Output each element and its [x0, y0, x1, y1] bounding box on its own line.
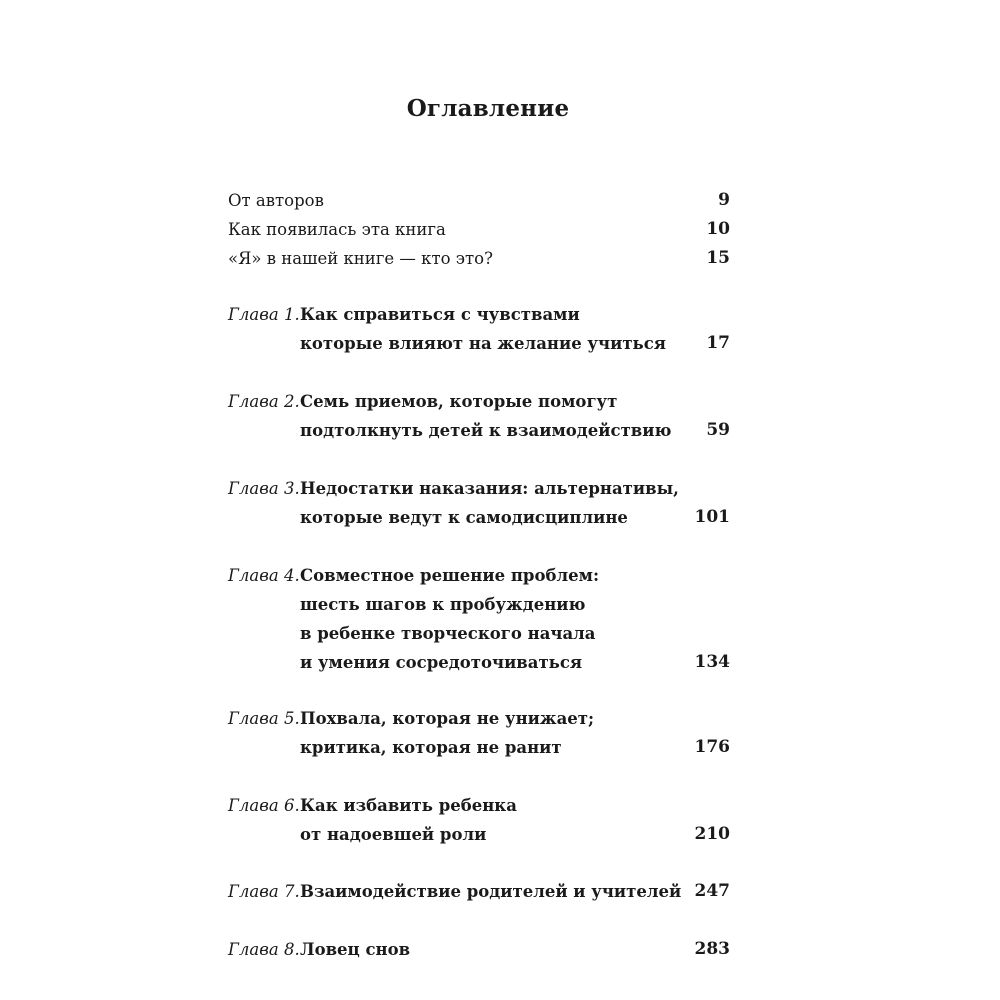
toc-entry-who-is-i[interactable]	[228, 244, 730, 273]
toc-chapter-1[interactable]	[228, 300, 730, 358]
chapter-prefix: Глава 8.	[228, 940, 300, 959]
chapter-title-line: Как справиться с чувствами	[300, 305, 580, 324]
chapter-page: 134	[694, 652, 730, 672]
toc-entry-from-authors[interactable]	[228, 186, 730, 215]
chapter-prefix: Глава 7.	[228, 882, 300, 901]
chapter-title-line: Совместное решение проблем:	[300, 566, 600, 585]
chapter-page: 176	[694, 737, 730, 757]
toc-entry-page: 9	[718, 190, 730, 210]
chapter-prefix: Глава 1.	[228, 305, 300, 324]
toc-entry-page: 15	[706, 248, 730, 268]
chapter-title-line: от надоевшей роли	[300, 825, 487, 844]
chapter-title-line: шесть шагов к пробуждению	[300, 595, 586, 614]
toc-entry-label: От авторов	[228, 191, 324, 210]
toc-chapter-5[interactable]	[228, 704, 730, 762]
toc-chapter-8[interactable]	[228, 935, 730, 964]
chapter-title-line: критика, которая не ранит	[300, 738, 562, 757]
toc-entry-page: 10	[706, 219, 730, 239]
chapter-title-line: подтолкнуть детей к взаимодействию	[300, 421, 672, 440]
chapter-title-line: Ловец снов	[300, 940, 411, 959]
toc-chapter-7[interactable]	[228, 877, 730, 906]
chapter-prefix: Глава 3.	[228, 479, 300, 498]
chapter-page: 283	[694, 939, 730, 959]
chapter-page: 247	[694, 881, 730, 901]
toc-entry-label: Как появилась эта книга	[228, 220, 446, 239]
toc-entry-label: «Я» в нашей книге — кто это?	[228, 249, 493, 268]
chapter-title-line: которые влияют на желание учиться	[300, 334, 666, 353]
chapter-prefix: Глава 5.	[228, 709, 300, 728]
chapter-page: 101	[694, 507, 730, 527]
chapter-title-line: в ребенке творческого начала	[300, 624, 596, 643]
toc-entry-how-book-appeared[interactable]	[228, 215, 730, 244]
toc-chapter-6[interactable]	[228, 791, 730, 849]
chapter-prefix: Глава 6.	[228, 796, 300, 815]
chapter-title-line: которые ведут к самодисциплине	[300, 508, 628, 527]
chapter-title-line: Семь приемов, которые помогут	[300, 392, 618, 411]
chapter-title-line: и умения сосредоточиваться	[300, 653, 583, 672]
front-matter-list	[228, 186, 730, 273]
chapter-title-line: Недостатки наказания: альтернативы,	[300, 479, 679, 498]
chapter-page: 17	[706, 333, 730, 353]
chapter-prefix: Глава 4.	[228, 566, 300, 585]
chapter-page: 59	[706, 420, 730, 440]
chapter-title-line: Как избавить ребенка	[300, 796, 517, 815]
toc-chapter-2[interactable]	[228, 387, 730, 445]
chapter-title-line: Похвала, которая не унижает;	[300, 709, 595, 728]
chapter-page: 210	[694, 824, 730, 844]
page-title: Оглавление	[406, 95, 570, 122]
chapter-prefix: Глава 2.	[228, 392, 300, 411]
toc-chapter-3[interactable]	[228, 474, 730, 532]
toc-chapter-4[interactable]	[228, 561, 730, 677]
chapter-title-line: Взаимодействие родителей и учителей	[300, 882, 682, 901]
